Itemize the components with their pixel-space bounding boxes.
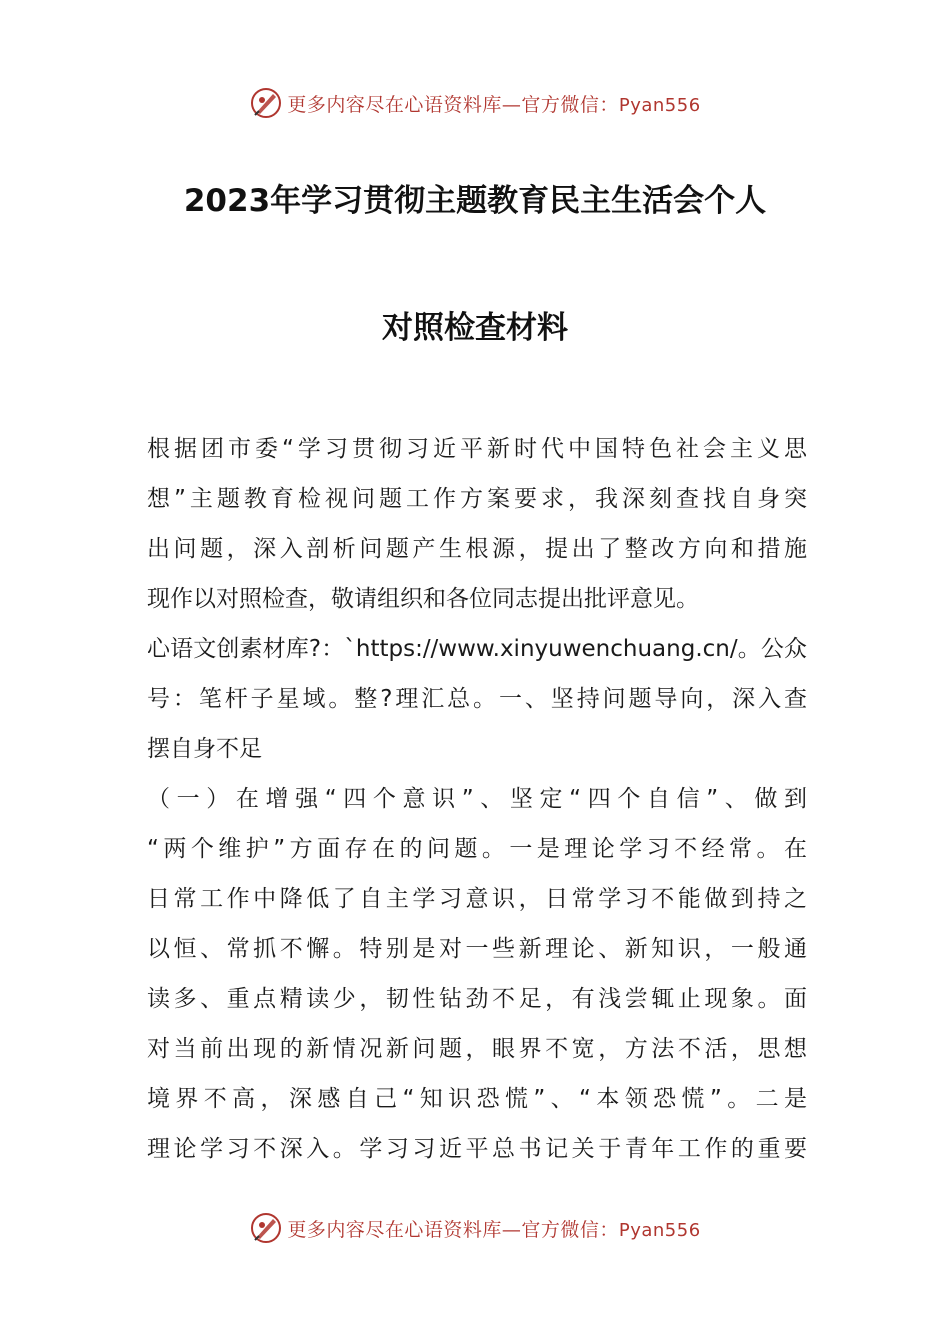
body-line: 现作以对照检查，敬请组织和各位同志提出批评意见。 xyxy=(147,586,699,612)
document-body xyxy=(147,424,807,1174)
body-line: 根据团市委“学习贯彻习近平新时代中国特色社会主义思 xyxy=(147,436,807,462)
header-banner xyxy=(0,83,950,123)
body-line: 对当前出现的新情况新问题，眼界不宽，方法不活，思想 xyxy=(147,1036,807,1062)
body-line: 理论学习不深入。学习习近平总书记关于青年工作的重要 xyxy=(147,1136,807,1162)
document-title-line-1: 2023年学习贯彻主题教育民主生活会个人 xyxy=(183,183,767,219)
body-line: 出问题，深入剖析问题产生根源，提出了整改方向和措施 xyxy=(147,536,807,562)
body-line: 境界不高，深感自己“知识恐慌”、“本领恐慌”。二是 xyxy=(147,1086,807,1112)
body-line: （一）在增强“四个意识”、坚定“四个自信”、做到 xyxy=(147,786,807,812)
document-title-line-2: 对照检查材料 xyxy=(382,310,568,346)
footer-banner xyxy=(0,1208,950,1248)
body-line-link: 心语文创素材库?：`https://www.xinyuwenchuang.cn/。公众 xyxy=(147,636,807,662)
body-line: 想”主题教育检视问题工作方案要求，我深刻查找自身突 xyxy=(147,486,807,512)
body-line: 日常工作中降低了自主学习意识，日常学习不能做到持之 xyxy=(147,886,807,912)
quill-logo-icon xyxy=(249,1211,283,1245)
banner-text: 更多内容尽在心语资料库—官方微信：Pyan556 xyxy=(287,1218,701,1241)
body-line: 以恒、常抓不懈。特别是对一些新理论、新知识，一般通 xyxy=(147,936,807,962)
quill-logo-icon xyxy=(249,86,283,120)
body-line: 读多、重点精读少，韧性钻劲不足，有浅尝辄止现象。面 xyxy=(147,986,807,1012)
banner-text: 更多内容尽在心语资料库—官方微信：Pyan556 xyxy=(287,93,701,116)
body-line: “两个维护”方面存在的问题。一是理论学习不经常。在 xyxy=(147,836,807,862)
body-line: 摆自身不足 xyxy=(147,736,262,762)
body-line: 号：笔杆子星域。整?理汇总。一、坚持问题导向，深入查 xyxy=(147,686,807,712)
